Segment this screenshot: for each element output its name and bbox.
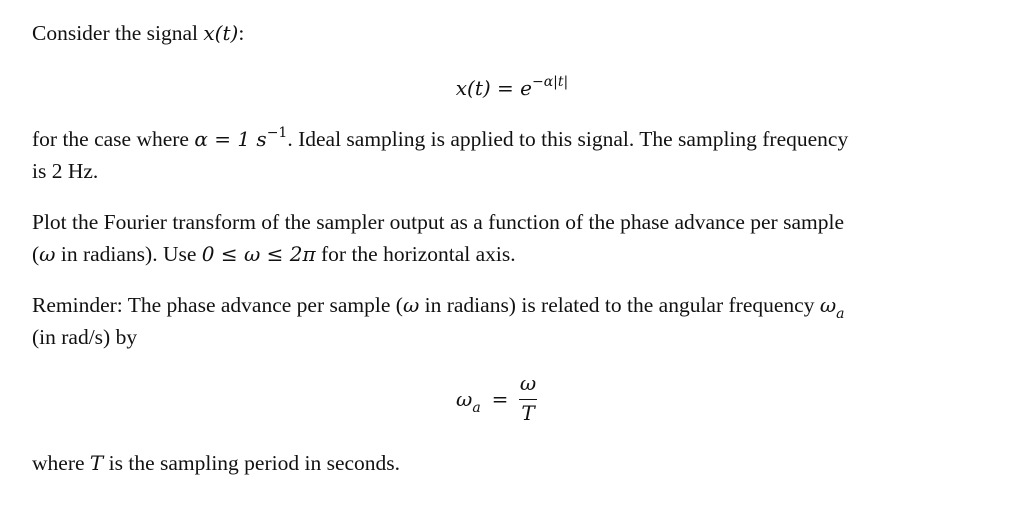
p3-text-a: Reminder: The phase advance per sample (	[32, 293, 403, 317]
period-symbol: T	[89, 451, 104, 475]
intro-line	[32, 20, 244, 46]
p1-text-a: for the case where	[32, 127, 195, 151]
signal-equation	[0, 75, 1024, 104]
p2-paren: (	[32, 242, 40, 266]
closing-line	[32, 450, 400, 476]
frequency-relation-equation	[456, 372, 566, 426]
omega-a-symbol: ω	[819, 293, 837, 317]
paragraph-1-line-1	[32, 126, 848, 155]
paragraph-1-line-2: is 2 Hz.	[32, 159, 99, 183]
omega-a-sub: a	[472, 400, 481, 416]
p2-text-b: for the horizontal axis.	[315, 242, 516, 266]
equation-2-lhs	[456, 386, 508, 415]
intro-colon: :	[238, 21, 245, 45]
unit-exponent: −1	[266, 125, 288, 141]
paragraph-3-line-1	[32, 292, 845, 321]
intro-text: Consider the signal	[32, 21, 204, 45]
equation-lhs: x(t) = e	[455, 76, 532, 100]
equals-sign: =	[491, 387, 509, 411]
equation-exponent: −α|t|	[531, 74, 569, 90]
omega-symbol: ω	[39, 242, 56, 266]
p3-text-b: in radians) is related to the angular frequency	[419, 293, 820, 317]
fraction-numerator: ω	[519, 371, 537, 395]
omega-a-subscript: a	[836, 306, 845, 322]
p2-text-a: in radians). Use	[55, 242, 202, 266]
signal-symbol: x(t)	[203, 21, 239, 45]
fraction-denominator: T	[521, 401, 535, 425]
alpha-value: α = 1 s	[194, 127, 267, 151]
closing-text-b: is the sampling period in seconds.	[103, 451, 401, 475]
paragraph-3-line-2: (in rad/s) by	[32, 325, 138, 349]
omega-symbol: ω	[402, 293, 420, 317]
omega-a-base: ω	[456, 387, 473, 411]
fraction-bar	[519, 399, 537, 400]
closing-text-a: where	[32, 451, 90, 475]
paragraph-2-line-2	[32, 241, 516, 267]
axis-range: 0 ≤ ω ≤ 2π	[201, 242, 316, 266]
p1-text-b: . Ideal sampling is applied to this signal. The sampling frequency	[287, 127, 849, 151]
paragraph-2-line-1: Plot the Fourier transform of the sampler output as a function of the phase advance per sample	[32, 210, 844, 234]
